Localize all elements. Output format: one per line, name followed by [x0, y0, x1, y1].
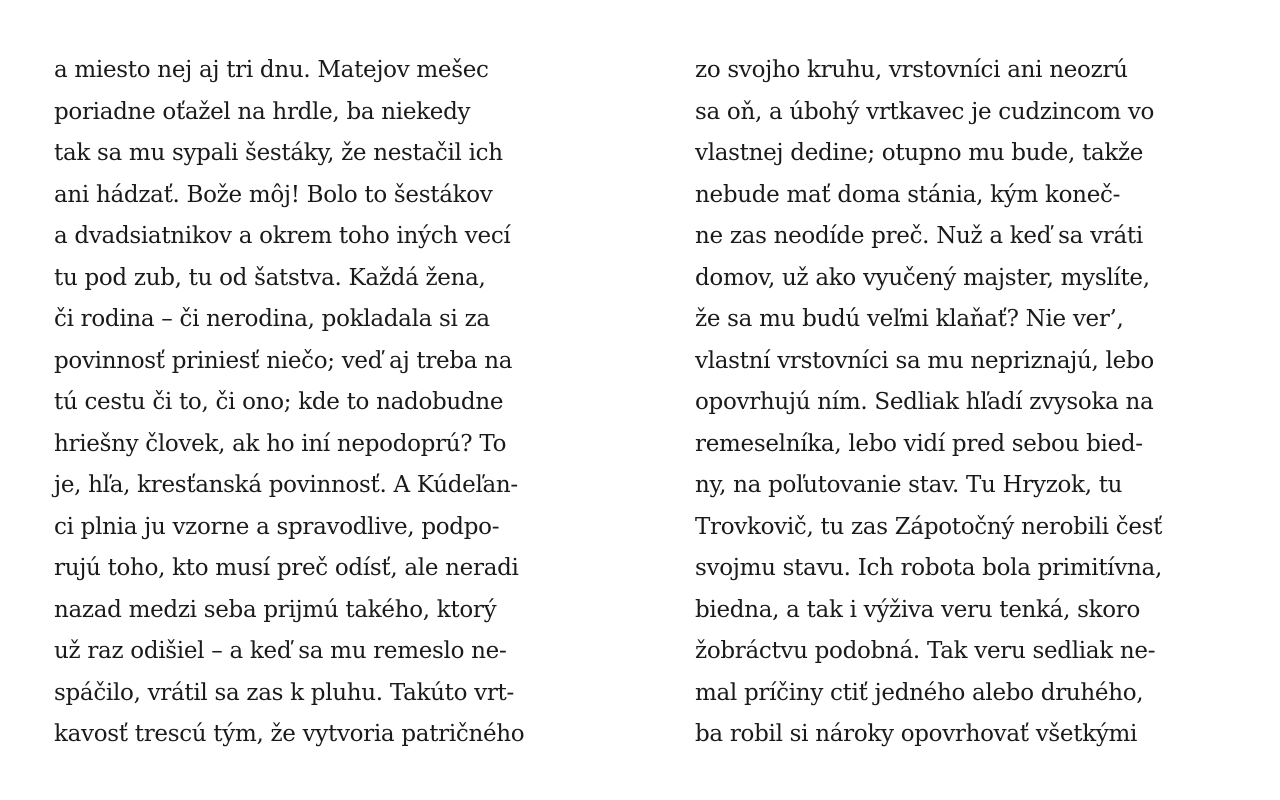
text-line: žobráctvu podobná. Tak veru sedliak ne-	[695, 638, 1156, 664]
text-line: kavosť trescú tým, že vytvoria patričného	[54, 721, 525, 747]
text-line: ci plnia ju vzorne a spravodlive, podpo-	[54, 513, 500, 540]
text-line: a dvadsiatnikov a okrem toho iných vecí	[54, 223, 511, 249]
text-line: tu pod zub, tu od šatstva. Každá žena,	[54, 264, 486, 291]
text-line: domov, už ako vyučený majster, myslíte,	[695, 264, 1150, 291]
text-line: a miesto nej aj tri dnu. Matejov mešec	[54, 57, 489, 83]
text-line: nazad medzi seba prijmú takého, ktorý	[54, 596, 497, 623]
text-line: vlastnej dedine; otupno mu bude, takže	[695, 140, 1144, 166]
text-line: spáčilo, vrátil sa zas k pluhu. Takúto vrt-	[54, 679, 514, 706]
text-line: vlastní vrstovníci sa mu nepriznajú, lebo	[695, 347, 1154, 374]
text-line: rujú toho, kto musí preč odísť, ale neradi	[54, 555, 519, 581]
text-line: či rodina – či nerodina, pokladala si za	[54, 306, 490, 332]
text-line: povinnosť priniesť niečo; veď aj treba na	[54, 347, 513, 374]
text-line: hriešny človek, ak ho iní nepodoprú? To	[54, 430, 507, 457]
text-line: svojmu stavu. Ich robota bola primitívna,	[695, 555, 1162, 581]
text-line: tak sa mu sypali šestáky, že nestačil ich	[54, 140, 503, 166]
text-line: nebude mať doma stánia, kým koneč-	[695, 181, 1121, 208]
text-line: je, hľa, kresťanská povinnosť. A Kúdeľan-	[54, 472, 518, 498]
text-line: už raz odišiel – a keď sa mu remeslo ne-	[54, 638, 507, 664]
text-line: ny, na poľutovanie stav. Tu Hryzok, tu	[695, 472, 1123, 498]
text-line: tú cestu či to, či ono; kde to nadobudne	[54, 389, 504, 415]
text-line: remeselníka, lebo vidí pred sebou bied-	[695, 430, 1143, 457]
text-line: že sa mu budú veľmi klaňať? Nie ver’,	[695, 306, 1124, 332]
right-page-text	[695, 50, 1255, 756]
text-line: opovrhujú ním. Sedliak hľadí zvysoka na	[695, 389, 1154, 415]
text-line: ani hádzať. Bože môj! Bolo to šestákov	[54, 181, 493, 208]
text-line: Trovkovič, tu zas Zápotočný nerobili česť	[695, 513, 1163, 540]
text-line: zo svojho kruhu, vrstovníci ani neozrú	[695, 57, 1128, 83]
text-line: biedna, a tak i výživa veru tenká, skoro	[695, 596, 1141, 623]
text-line: sa oň, a úbohý vrtkavec je cudzincom vo	[695, 98, 1155, 125]
text-line: ne zas neodíde preč. Nuž a keď sa vráti	[695, 223, 1143, 249]
text-line: ba robil si nároky opovrhovať všetkými	[695, 721, 1138, 747]
left-page-text	[54, 50, 614, 756]
text-line: poriadne oťažel na hrdle, ba niekedy	[54, 98, 471, 125]
text-line: mal príčiny ctiť jedného alebo druhého,	[695, 679, 1144, 706]
